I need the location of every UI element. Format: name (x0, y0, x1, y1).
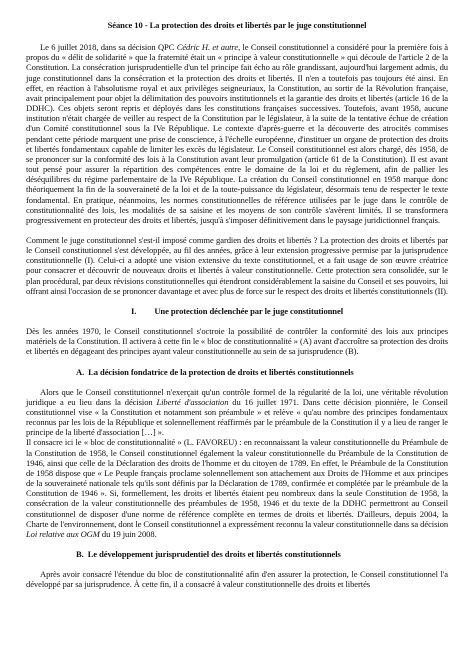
intro-text-start: Le 6 juillet 2018, dans sa décision QPC (40, 42, 177, 53)
part-1-intro: Dès les années 1970, le Conseil constitutionnel s'octroie la possibilité de contrôler la conformité des lois aux principes matériels de la Constitution. Il activera à cette fin le « bloc de constitutionnalité » (A) avant d'accroître sa protection des droits et libertés en dégageant des principes ayant valeur constitutionnelle au sein de sa jurisprudence (B). (26, 326, 448, 357)
intro-text-rest: , le Conseil constitutionnel a considéré pour la première fois à propos du « délit de solidarité » que la fraternité était un « principe à valeur constitutionnelle » qui découle de l'article 2 de la Constitution. La consécration jurisprudentielle d'un tel principe fait écho au rôle grandissant, aujourd'hui largement admis, du juge constitutionnel dans la consécration et la protection des droits et libertés. Il n'en a toutefois pas toujours été ainsi. En effet, en réaction à l'absolutisme royal et aux privilèges seigneuriaux, la Constitution, au sortir de la Révolution française, avait principalement pour objet la délimitation des pouvoirs institutionnels et la garantie des droits et libertés (article 16 de la DDHC). Ces objets seront repris et déployés dans les constitutions françaises successives. Toutefois, avant 1958, aucune institution n'était chargée de veiller au respect de la Constitution par le législateur, à la suite de la tentative échue de création d'un Comité constitutionnel sous la IVe République. Le contexte d'après-guerre et la découverte des atrocités commises pendant cette période marquent une prise de conscience, à l'échelle européenne, d'instituer un organe de protection des droits et libertés fondamentaux capable de limiter les excès du législateur. Le Conseil constitutionnel est alors chargé, dès 1958, de se prononcer sur la conformité des lois à la Constitution avant leur promulgation (article 61 de la Constitution). Il est avant tout pensé pour assurer la répartition des compétences entre le domaine de la loi et du règlement, afin de pallier les déséquilibres du régime parlementaire de la IVe République. La création du Conseil constitutionnel en 1958 marque donc théoriquement la fin de la souveraineté de la loi et de la toute-puissance du législateur, désormais tenu de respecter le texte fondamental. En pratique, néanmoins, les normes constitutionnelles de référence utilisées par le juge dans le contrôle de constitutionnalité des lois, les modalités de sa saisine et les moyens de son contrôle s'avèrent limités. Il se transformera progressivement en protecteur des droits et libertés, jusqu'à s'imposer définitivement dans le paysage juridictionnel français. (26, 42, 448, 225)
section-a-paragraph-1 (26, 387, 448, 438)
section-a-p2-text: Il consacre ici le « bloc de constitutionnalité » (L. FAVOREU) : en reconnaissant la valeur constitutionnelle du Préambule de la Constitution de 1958, le Conseil constitutionnel également la valeur constitutionnelle du Préambule de la Constitution de 1946, ainsi que celle de la Déclaration des droits de l'homme et du citoyen de 1789. En effet, le Préambule de la Constitution de 1958 dispose que « Le Peuple français proclame solennellement son attachement aux Droits de l'Homme et aux principes de la souveraineté nationale tels qu'ils sont définis par la Déclaration de 1789, confirmée et complétée par le préambule de la Constitution de 1946 ». Si, formellement, les droits et libertés étaient peu nombreux dans la seule Constitution de 1958, la consécration de la valeur constitutionnelle des préambules de 1958, 1946 et du texte de la DDHC permettront au Conseil constitutionnel de disposer d'une norme de référence complète en termes de droits et libertés. D'ailleurs, depuis 2004, la Charte de l'environnement, dont le Conseil constitutionnel a expressément reconnu la valeur constitutionnelle dans sa décision (26, 437, 449, 529)
section-a-title: La décision fondatrice de la protection de droits et libertés constitutionnels (88, 366, 354, 377)
section-a-number: A. (76, 366, 85, 377)
part-1-title: Une protection déclenchée par le juge constitutionnel (154, 305, 343, 316)
section-a-text-start: Alors que le Conseil constitutionnel n'exerçait qu'un contrôle formel de la régularité de la loi, une véritable révolution juridique a eu lieu dans la décision (26, 386, 448, 407)
section-a-paragraph-2 (26, 437, 448, 539)
intro-paragraph-2: Comment le juge constitutionnel s'est-il imposé comme gardien des droits et libertés ? La protection des droits et libertés par le Conseil constitutionnel s'est développée, au fil des années, grâce à leur extension progressive permise par la jurisprudence constitutionnelle (I). Celui-ci a adopté une vision extensive du texte constitutionnel, et a fait usage de son œuvre créatrice pour consacrer et découvrir de nouveaux droits et libertés à valeur constitutionnelle. Cette protection sera consolidée, sur le plan procédural, par deux révisions constitutionnelles qui étendront considérablement la saisine du Conseil et ses pouvoirs, lui offrant ainsi l'occasion de se prononcer davantage et avec plus de force sur le respect des droits et libertés constitutionnels (II). (26, 234, 448, 296)
part-1-heading (26, 306, 448, 316)
document-title: Séance 10 - La protection des droits et libertés par le juge constitutionnel (107, 20, 367, 30)
intro-paragraph-1 (26, 42, 448, 225)
case-name: Liberté d'association (156, 396, 229, 407)
section-b-number: B. (76, 549, 84, 560)
section-b-title: Le développement jurisprudentiel des droits et libertés constitutionnels (87, 549, 341, 560)
paragraph-gap (26, 225, 448, 235)
part-1-number: I. (131, 305, 137, 316)
section-a-p2-end: du 19 juin 2008. (99, 528, 157, 539)
section-b-heading (76, 549, 448, 559)
section-b-paragraph-1: Après avoir consacré l'étendue du bloc de constitutionnalité afin d'en assurer la protection, le Conseil constitutionnel l'a développé par sa jurisprudence. À cette fin, il a consacré à valeur constitutionnelle des droits et libertés (26, 569, 448, 590)
section-a-text-rest: du 16 juillet 1971. Dans cette décision pionnière, le Conseil constitutionnel vise « la Constitution et notamment son préambule » et relève « qu'au nombre des principes fondamentaux reconnus par les lois de la République et solennellement réaffirmés par le préambule de la Constitution il y a lieu de ranger le principe de la liberté d'association […] ». (26, 396, 448, 438)
case-name: Loi relative aux OGM (26, 528, 100, 539)
section-a-heading (76, 367, 448, 377)
case-name: Cédric H. et autre (176, 42, 239, 53)
